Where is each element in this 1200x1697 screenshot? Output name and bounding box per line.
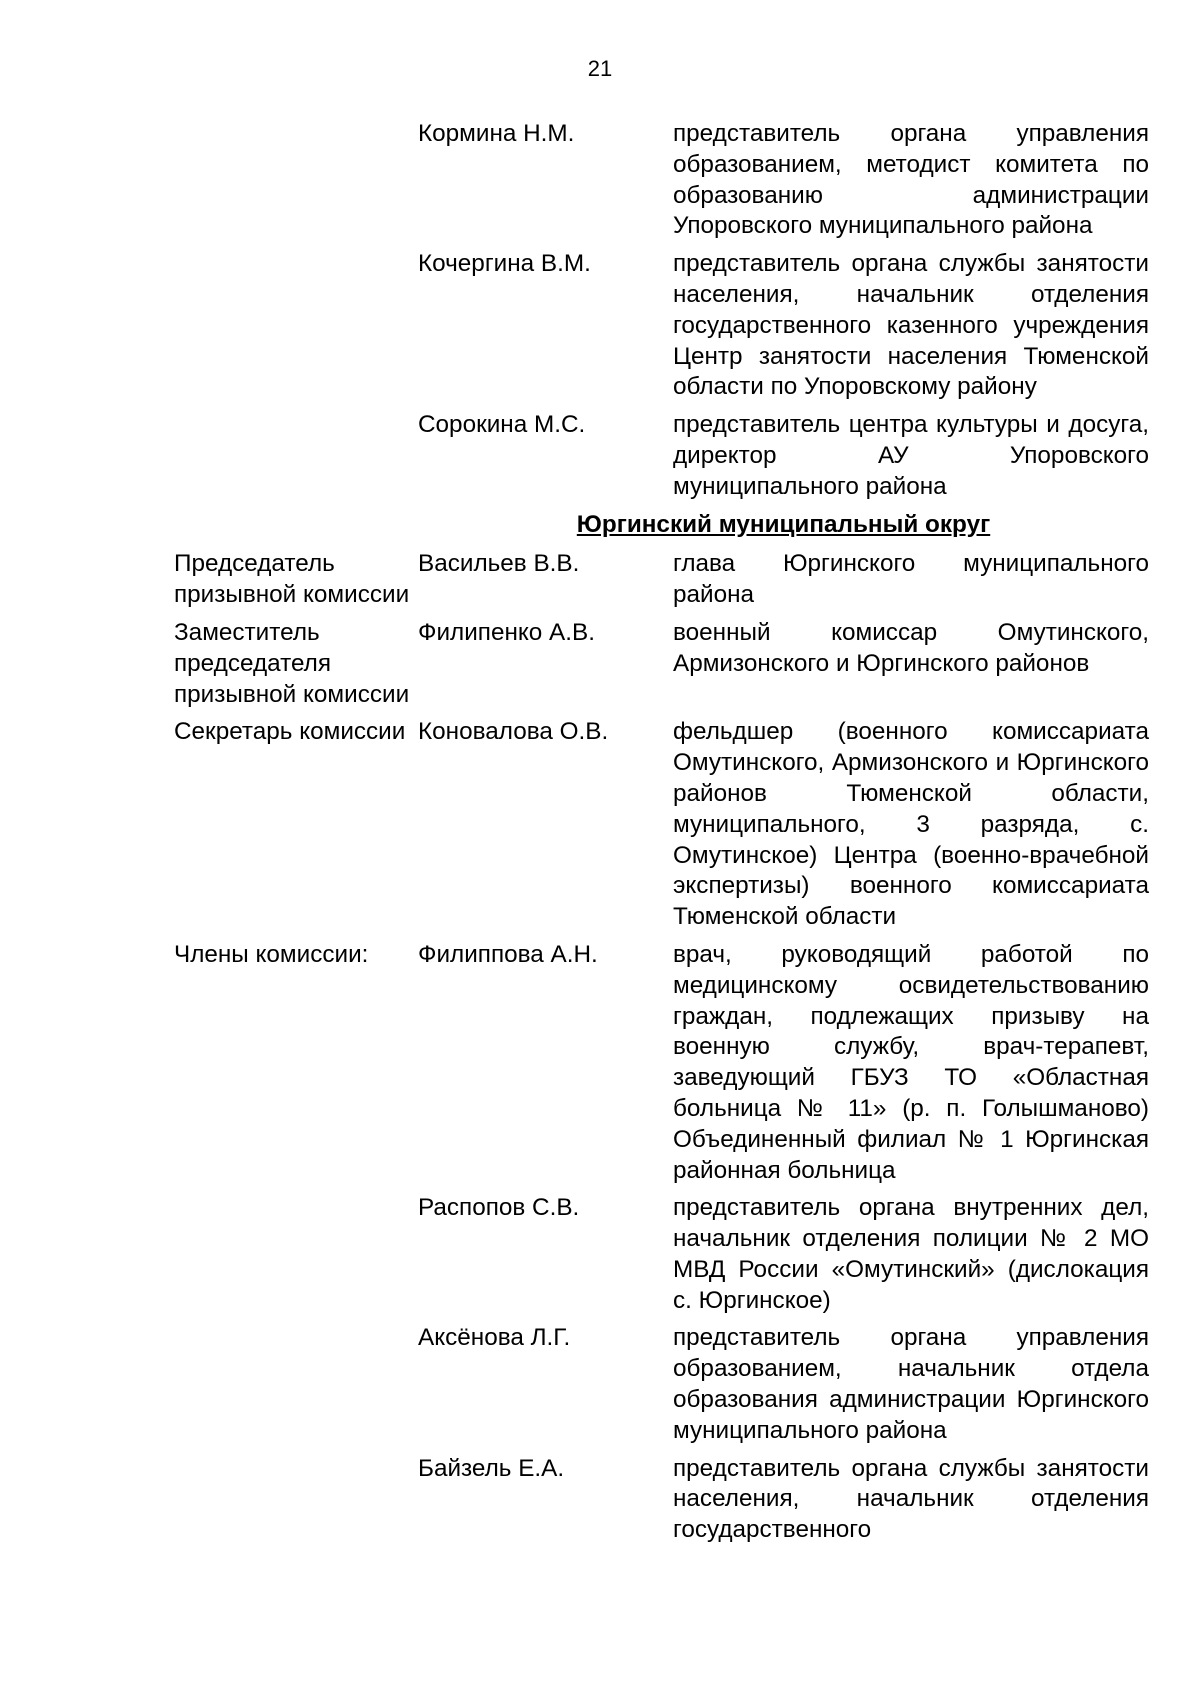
- member-name: Байзель Е.А.: [418, 1454, 565, 1482]
- member-row: [174, 410, 1149, 502]
- member-role: [174, 1323, 418, 1446]
- member-role: Председатель призывной комиссии: [174, 550, 410, 609]
- member-name: Филиппова А.Н.: [418, 940, 598, 968]
- member-description: представитель органа службы занятости населения, начальник отделения государственного: [673, 1454, 1149, 1544]
- member-role: [174, 249, 418, 403]
- member-row: [174, 618, 1149, 710]
- member-name: Распопов С.В.: [418, 1194, 580, 1222]
- member-description: военный комиссар Омутинского, Армизонского и Юргинского районов: [673, 618, 1149, 677]
- member-name: Кормина Н.М.: [418, 120, 575, 147]
- member-description: представитель органа внутренних дел, начальник отделения полиции № 2 МО МВД России «Омутинский» (дислокация с. Юргинское): [673, 1194, 1149, 1314]
- member-role: [174, 1454, 418, 1546]
- member-description: представитель органа управления образованием, начальник отдела образования администрации Юргинского муниципального района: [673, 1324, 1149, 1444]
- member-name: Васильев В.В.: [418, 550, 580, 578]
- member-description: глава Юргинского муниципального района: [673, 550, 1149, 609]
- member-role: [174, 119, 418, 242]
- member-name: Коновалова О.В.: [418, 718, 609, 746]
- member-row: [174, 717, 1149, 933]
- member-description: фельдшер (военного комиссариата Омутинского, Армизонского и Юргинского районов Тюменской области, муниципального, 3 разряда, с. Омутинское) Центра (военно-врачебной экспертизы) военного комиссариата Тюменской области: [673, 718, 1149, 931]
- member-row: [174, 1323, 1149, 1446]
- member-role: Заместитель председателя призывной комиссии: [174, 618, 410, 708]
- member-name: Кочергина В.М.: [418, 250, 591, 278]
- member-role: [174, 410, 418, 502]
- member-row: [174, 1454, 1149, 1546]
- member-name: Аксёнова Л.Г.: [418, 1324, 571, 1352]
- member-role: [174, 1193, 418, 1316]
- member-name: Филипенко А.В.: [418, 618, 595, 646]
- member-description: представитель органа службы занятости населения, начальник отделения государственного казенного учреждения Центр занятости населения Тюменской области по Упоровскому району: [673, 250, 1149, 401]
- member-description: представитель центра культуры и досуга, директор АУ Упоровского муниципального района: [673, 411, 1149, 500]
- member-description: представитель органа управления образованием, методист комитета по образованию администрации Упоровского муниципального района: [673, 120, 1149, 240]
- member-row: [174, 1193, 1149, 1316]
- member-role: Члены комиссии:: [174, 940, 369, 968]
- member-name: Сорокина М.С.: [418, 411, 586, 439]
- document-body: [174, 119, 1149, 1553]
- member-row: [174, 940, 1149, 1186]
- page-number: 21: [587, 56, 613, 81]
- member-row: [174, 249, 1149, 403]
- member-row: [174, 549, 1149, 611]
- member-role: Секретарь комиссии: [174, 718, 406, 746]
- member-row: [174, 119, 1149, 242]
- member-description: врач, руководящий работой по медицинскому освидетельствованию граждан, подлежащих призыву на военную службу, врач-терапевт, заведующий ГБУЗ ТО «Областная больница № 11» (р. п. Голышманово) Объединенный филиал № 1 Юргинская районная больница: [673, 940, 1149, 1184]
- section-heading: Юргинский муниципальный округ: [576, 510, 991, 538]
